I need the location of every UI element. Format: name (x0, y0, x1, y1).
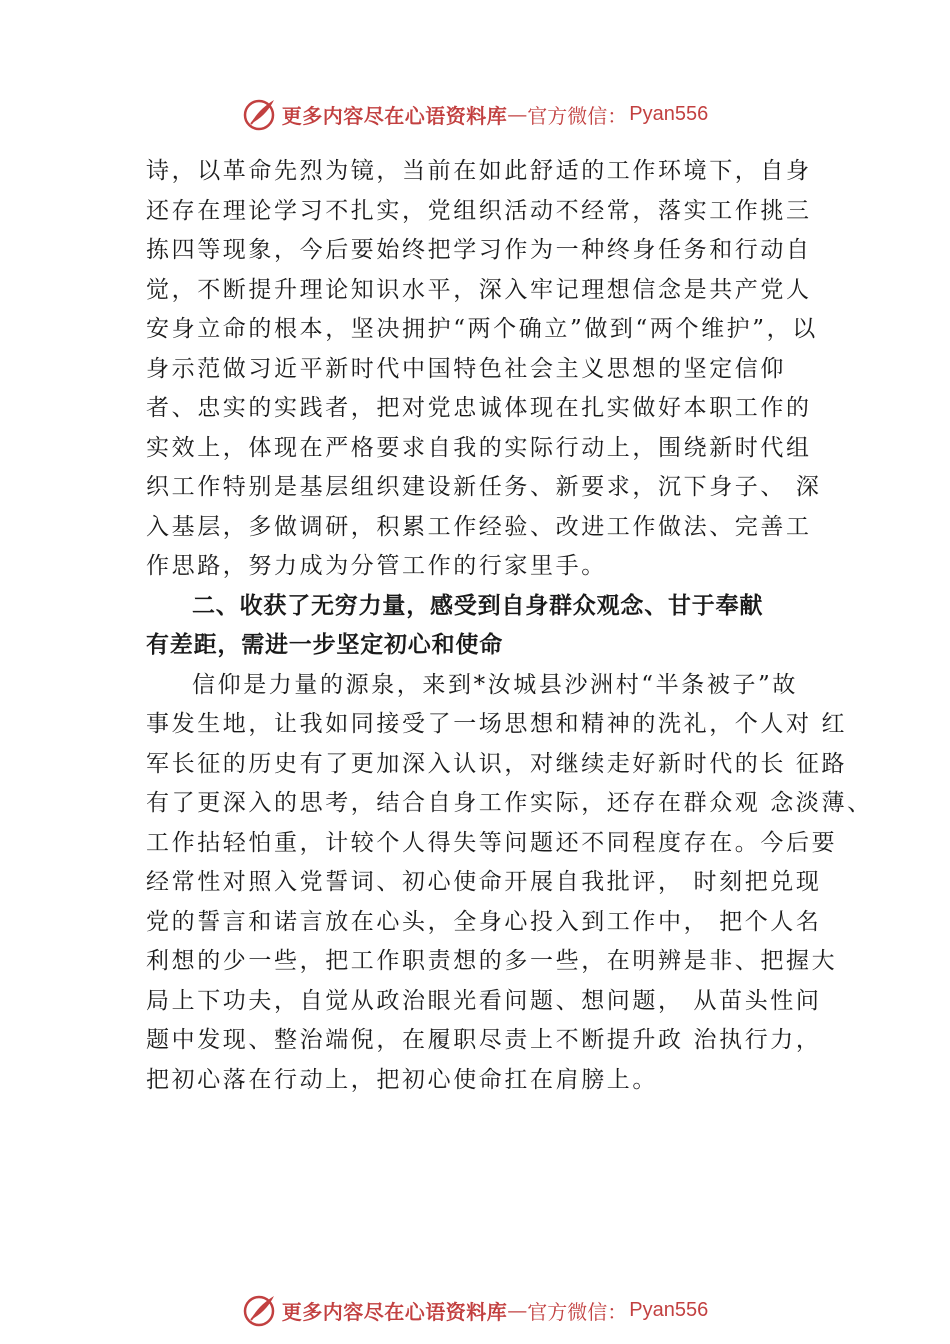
banner-separator: — (507, 102, 528, 126)
banner-wechat-id: Pyan556 (629, 102, 709, 125)
text-line: 军长征的历史有了更加深入认识，对继续走好新时代的长 征路 (146, 750, 848, 777)
text-line: 拣四等现象，今后要始终把学习作为一种终身任务和行动自 (146, 237, 812, 263)
text-line: 利想的少一些，把工作职责想的多一些，在明辨是非、把握大 (146, 948, 838, 974)
text-line: 身示范做习近平新时代中国特色社会主义思想的坚定信仰 (146, 355, 786, 382)
text-line: 有了更深入的思考，结合自身工作实际，还存在群众观 念淡薄、 (146, 790, 873, 816)
text-line: 还存在理论学习不扎实，党组织活动不经常，落实工作挑三 (146, 197, 812, 224)
heading-line: 二、收获了无穷力量，感受到自身群众观念、甘于奉献 (192, 592, 764, 619)
text-line: 觉，不断提升理论知识水平，深入牢记理想信念是共产党人 (146, 276, 812, 303)
text-line: 安身立命的根本，坚决拥护“两个确立”做到“两个维护”，以 (146, 316, 818, 342)
document-body (146, 152, 873, 1100)
text-line: 局上下功夫，自觉从政治眼光看问题、想问题， 从苗头性问 (146, 987, 822, 1014)
text-line: 信仰是力量的源泉，来到*汝城县沙洲村“半条被子”故 (192, 671, 799, 698)
banner-separator: — (507, 1298, 528, 1322)
section-heading-2 (146, 587, 836, 666)
banner-wechat-id: Pyan556 (629, 1298, 709, 1321)
footer-banner (0, 1290, 950, 1330)
text-line: 题中发现、整治端倪，在履职尽责上不断提升政 治执行力， (146, 1027, 822, 1053)
text-line: 作思路，努力成为分管工作的行家里手。 (146, 553, 607, 579)
text-line: 织工作特别是基层组织建设新任务、新要求，沉下身子、 深 (146, 474, 822, 500)
heading-line: 有差距，需进一步坚定初心和使命 (146, 632, 503, 658)
feather-pen-logo-icon (242, 96, 278, 132)
text-line: 党的誓言和诺言放在心头，全身心投入到工作中， 把个人名 (146, 908, 822, 935)
header-banner (0, 94, 950, 134)
banner-wechat-label: 官方微信： (527, 1299, 628, 1324)
banner-main-text: 更多内容尽在心语资料库 (281, 1299, 508, 1324)
paragraph-2 (146, 666, 873, 1101)
text-line: 者、忠实的实践者，把对党忠诚体现在扎实做好本职工作的 (146, 395, 812, 421)
text-line: 入基层，多做调研，积累工作经验、改进工作做法、完善工 (146, 513, 812, 540)
text-line: 把初心落在行动上，把初心使命扛在肩膀上。 (146, 1066, 658, 1093)
banner-wechat-label: 官方微信： (527, 103, 628, 128)
paragraph-1 (146, 152, 836, 587)
text-line: 诗，以革命先烈为镜，当前在如此舒适的工作环境下，自身 (146, 158, 812, 184)
text-line: 事发生地，让我如同接受了一场思想和精神的洗礼，个人对 红 (146, 711, 848, 737)
text-line: 实效上，体现在严格要求自我的实际行动上，围绕新时代组 (146, 434, 812, 461)
text-line: 工作拈轻怕重，计较个人得失等问题还不同程度存在。今后要 (146, 829, 838, 856)
feather-pen-logo-icon (242, 1292, 278, 1328)
text-line: 经常性对照入党誓词、初心使命开展自我批评， 时刻把兑现 (146, 869, 822, 895)
banner-main-text: 更多内容尽在心语资料库 (281, 103, 508, 128)
